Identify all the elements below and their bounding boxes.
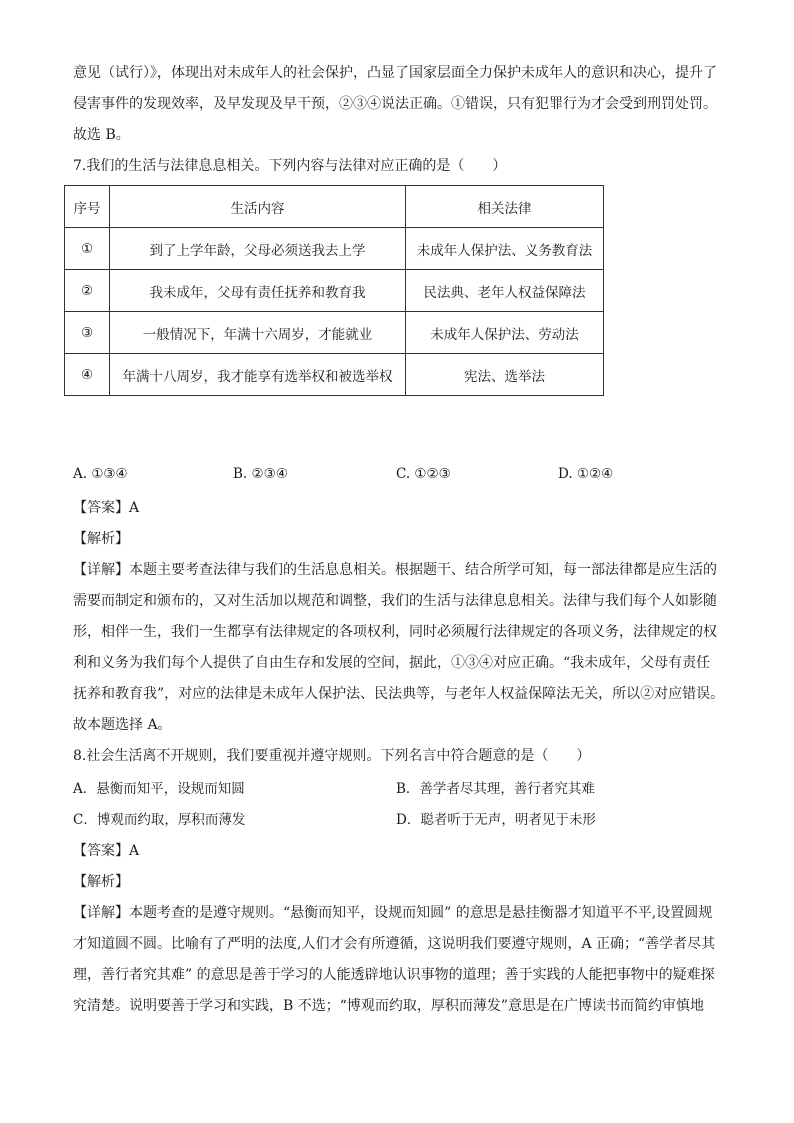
intro-line: 侵害事件的发现效率，及早发现及早干预，②③④说法正确。①错误，只有犯罪行为才会受到刑罚处罚。 [73,96,717,112]
table-cell: ② [65,270,110,312]
question-7-option-b: B. ②③④ [233,466,288,482]
question-7-detail-line: 抚养和教育我”，对应的法律是未成年人保护法、民法典等，与老年人权益保障法无关，所以②对应错误。 [73,686,725,702]
intro-line: 意见（试行）》，体现出对未成年人的社会保护，凸显了国家层面全力保护未成年人的意识和决心，提升了 [73,65,717,81]
question-8-answer: 【答案】A [73,843,140,859]
question-8-detail-line: 究清楚。说明要善于学习和实践，B 不选；“博观而约取，厚积而薄发”意思是在广博读书而简约审慎地 [73,998,705,1014]
table-cell: 年满十八周岁，我才能享有选举权和被选举权 [110,354,406,396]
table-cell: ③ [65,312,110,354]
table-header-cell: 相关法律 [406,186,604,228]
table-row [65,270,604,312]
question-7-option-a: A. ①③④ [73,466,128,482]
question-8-option-b: B．善学者尽其理，善行者究其难 [396,781,595,797]
table-row [65,312,604,354]
table-cell: 宪法、选举法 [406,354,604,396]
question-7-detail-line: 需要而制定和颁布的，又对生活加以规范和调整，我们的生活与法律息息相关。法律与我们每个人如影随 [73,593,717,609]
question-8-detail-line: 【详解】本题考查的是遵守规则。“悬衡而知平，设规而知圆” 的意思是悬挂衡器才知道平不平,设置圆规 [73,905,713,921]
question-7-option-d: D. ①②④ [558,466,614,482]
question-7-option-c: C. ①②③ [396,466,451,482]
question-7-analysis-label: 【解析】 [73,531,129,547]
table-cell: 未成年人保护法、劳动法 [406,312,604,354]
question-7-detail-line: 【详解】本题主要考查法律与我们的生活息息相关。根据题干、结合所学可知，每一部法律都是应生活的 [73,562,717,578]
table-row [65,228,604,270]
question-7-detail-line: 利和义务为我们每个人提供了自由生存和发展的空间，据此，①③④对应正确。“我未成年，父母有责任 [73,655,711,671]
table-cell: 到了上学年龄，父母必须送我去上学 [110,228,406,270]
question-8-option-d: D．聪者听于无声，明者见于未形 [396,812,596,828]
table-row [65,354,604,396]
table-cell: 一般情况下，年满十六周岁，才能就业 [110,312,406,354]
question-8-detail-line: 才知道圆不圆。比喻有了严明的法度,人们才会有所遵循，这说明我们要遵守规则，A 正确；“善学者尽其 [73,936,716,952]
table-cell: 我未成年，父母有责任抚养和教育我 [110,270,406,312]
table-header-row [65,186,604,228]
table-cell: 民法典、老年人权益保障法 [406,270,604,312]
question-8-stem: 8.社会生活离不开规则，我们要重视并遵守规则。下列名言中符合题意的是（ ） [73,748,591,764]
question-8-detail-line: 理，善行者究其难” 的意思是善于学习的人能透辟地认识事物的道理；善于实践的人能把事物中的疑难探 [73,967,715,983]
table-cell: ① [65,228,110,270]
question-7-stem: 7.我们的生活与法律息息相关。下列内容与法律对应正确的是（ ） [73,158,507,174]
table-cell: 未成年人保护法、义务教育法 [406,228,604,270]
question-8-analysis-label: 【解析】 [73,874,129,890]
question-7-table [64,185,604,396]
question-8-option-c: C．博观而约取，厚积而薄发 [73,812,246,828]
question-8-option-a: A．悬衡而知平，设规而知圆 [73,781,245,797]
question-7-detail-line: 故本题选择 A。 [73,717,172,733]
table-cell: ④ [65,354,110,396]
table-header-cell: 生活内容 [110,186,406,228]
table-header-cell: 序号 [65,186,110,228]
intro-line: 故选 B。 [73,127,130,143]
question-7-answer: 【答案】A [73,500,140,516]
question-7-detail-line: 形，相伴一生，我们一生都享有法律规定的各项权利，同时必须履行法律规定的各项义务，法律规定的权 [73,624,717,640]
